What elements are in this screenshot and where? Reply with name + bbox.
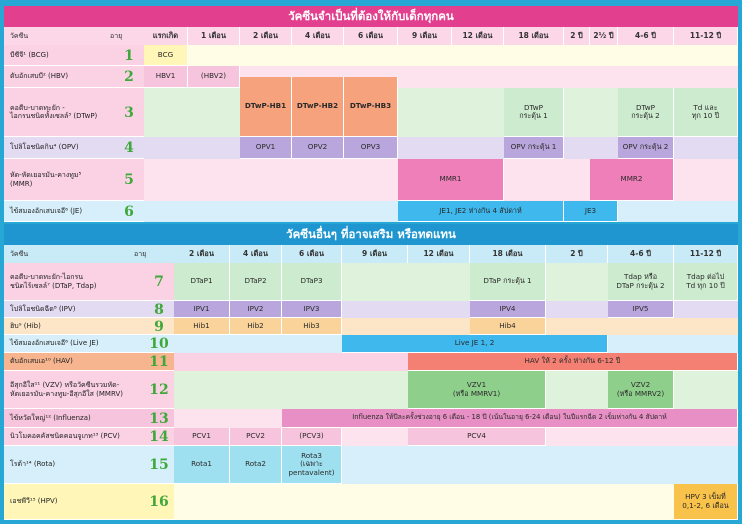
dose-cell: DTwP-HB3 xyxy=(344,77,398,137)
dose-cell: IPV2 xyxy=(230,301,282,318)
vaccine-row-live-je xyxy=(4,335,738,353)
dose-cell: VZV2 (หรือ MMRV2) xyxy=(608,371,674,409)
age-col: 18 เดือน xyxy=(470,245,546,263)
age-col: 18 เดือน xyxy=(504,27,564,45)
section-essential-vaccines xyxy=(4,6,738,222)
vaccine-label: ไข้สมองอักเสบเจอี⁶ (JE) xyxy=(4,201,144,222)
vaccine-label: ไข้หวัดใหญ่¹² (Influenza) xyxy=(4,409,174,428)
age-header-row xyxy=(4,27,738,45)
vaccine-label: คอตีบ-บาดทะยัก - ไอกรนชนิดทั้งเซลล์³ (DTwP) xyxy=(4,88,144,137)
age-col: 6 เดือน xyxy=(282,245,342,263)
vaccine-label: ฮิบ⁹ (Hib) xyxy=(4,318,174,335)
dose-cell: Rota1 xyxy=(174,446,230,484)
dose-cell: (HBV2) xyxy=(188,66,240,88)
row-number: 5 xyxy=(124,172,134,188)
vaccine-label: หัด-หัดเยอรมัน-คางทูม⁵ (MMR) xyxy=(4,159,144,201)
row-number: 8 xyxy=(154,301,164,318)
age-col: 2 เดือน xyxy=(174,245,230,263)
dose-cell: OPV3 xyxy=(344,137,398,159)
dose-cell: HBV1 xyxy=(144,66,188,88)
dose-cell: Tdap ต่อไป Td ทุก 10 ปี xyxy=(674,263,738,301)
age-col: 1 เดือน xyxy=(188,27,240,45)
vaccine-row-dtap xyxy=(4,263,738,301)
age-col: 4-6 ปี xyxy=(618,27,674,45)
corner-age-label: อายุ xyxy=(134,249,147,258)
corner-age-label: อายุ xyxy=(110,31,123,40)
dose-cell: VZV1 (หรือ MMRV1) xyxy=(408,371,546,409)
vaccine-label: ไข้สมองอักเสบเจอี⁶ (Live JE) xyxy=(4,335,174,353)
row-number: 14 xyxy=(149,429,169,445)
age-col: 2 เดือน xyxy=(240,27,292,45)
age-col: 12 เดือน xyxy=(408,245,470,263)
dose-cell: BCG xyxy=(144,45,188,66)
vaccine-label: โปลิโอชนิดกิน⁴ (OPV) xyxy=(4,137,144,159)
vaccine-label: คอตีบ-บาดทะยัก-ไอกรน ชนิดไร้เซลล์⁷ (DTaP, Tdap) xyxy=(4,263,174,301)
row-number: 9 xyxy=(154,318,164,335)
age-col: 2 ปี xyxy=(564,27,590,45)
dose-cell: Tdap หรือ DTaP กระตุ้น 2 xyxy=(608,263,674,301)
vaccine-row-pcv xyxy=(4,428,738,446)
vaccine-row-hav xyxy=(4,353,738,371)
age-col: 6 เดือน xyxy=(344,27,398,45)
section-optional-vaccines xyxy=(4,224,738,520)
vaccine-label: โปลิโอชนิดฉีด⁸ (IPV) xyxy=(4,301,174,318)
vaccine-row-influenza xyxy=(4,409,738,428)
dose-cell: IPV3 xyxy=(282,301,342,318)
vaccine-row-mmr xyxy=(4,159,738,201)
vaccine-label: บีซีจี¹ (BCG) xyxy=(4,45,144,66)
row-number: 1 xyxy=(124,47,134,64)
dose-cell: (PCV3) xyxy=(282,428,342,446)
age-col: แรกเกิด xyxy=(144,27,188,45)
dose-cell: IPV1 xyxy=(174,301,230,318)
dose-cell: IPV4 xyxy=(470,301,546,318)
row-number: 15 xyxy=(149,457,169,473)
vaccine-label: โรต้า¹⁴ (Rota) xyxy=(4,446,174,484)
dose-cell: DTaP1 xyxy=(174,263,230,301)
age-col: 12 เดือน xyxy=(452,27,504,45)
dose-cell: DTwP-HB2 xyxy=(292,77,344,137)
vaccine-row-rota xyxy=(4,446,738,484)
dose-cell: JE1, JE2 ห่างกัน 4 สัปดาห์ xyxy=(398,201,564,222)
age-header-row xyxy=(4,245,738,263)
dose-cell: PCV4 xyxy=(408,428,546,446)
row-number: 13 xyxy=(149,410,169,427)
age-col: 11-12 ปี xyxy=(674,245,738,263)
vaccine-row-hpv xyxy=(4,484,738,520)
dose-cell: MMR1 xyxy=(398,159,504,201)
dose-cell: HPV 3 เข็มที่ 0,1-2, 6 เดือน xyxy=(674,484,738,520)
dose-cell: HAV ให้ 2 ครั้ง ห่างกัน 6-12 ปี xyxy=(408,353,738,371)
dose-cell: JE3 xyxy=(564,201,618,222)
vaccine-label: ตับอักเสบเอ¹⁰ (HAV) xyxy=(4,353,174,371)
corner-vaccine-label: วัคซีน xyxy=(10,31,29,40)
dose-cell: MMR2 xyxy=(590,159,674,201)
dose-cell: Hib4 xyxy=(470,318,546,335)
row-number: 4 xyxy=(124,140,134,156)
dose-cell: Influenza ให้ปีละครั้งช่วงอายุ 6 เดือน - 18 ปี (เน้นในอายุ 6-24 เดือน) ในปีแรกฉีด 2 เข็มห่างกัน 4 สัปดาห์ xyxy=(282,409,738,428)
corner-vaccine-label: วัคซีน xyxy=(10,249,29,258)
dose-cell: PCV2 xyxy=(230,428,282,446)
vaccine-row-bcg xyxy=(4,45,738,66)
dose-cell: OPV2 xyxy=(292,137,344,159)
vaccine-row-vzv xyxy=(4,371,738,409)
section-title: วัคซีนอื่นๆ ที่อาจเสริม หรือทดแทน xyxy=(4,224,738,245)
vaccine-row-dtwp xyxy=(4,88,738,137)
dose-cell: OPV กระตุ้น 2 xyxy=(618,137,674,159)
age-col: 11-12 ปี xyxy=(674,27,738,45)
dose-cell: PCV1 xyxy=(174,428,230,446)
dose-cell: Hib1 xyxy=(174,318,230,335)
dose-cell: DTwP-HB1 xyxy=(240,77,292,137)
vaccine-row-je xyxy=(4,201,738,222)
age-col: 2 ปี xyxy=(546,245,608,263)
section-title: วัคซีนจำเป็นที่ต้องให้กับเด็กทุกคน xyxy=(4,6,738,27)
age-col: 4 เดือน xyxy=(292,27,344,45)
dose-cell: DTwP กระตุ้น 1 xyxy=(504,88,564,137)
dose-cell: Rota3 (เฉพาะ pentavalent) xyxy=(282,446,342,484)
row-number: 7 xyxy=(154,274,164,290)
vaccine-label: นิวโมคอคคัสชนิดคอนจูเกท¹³ (PCV) xyxy=(4,428,174,446)
dose-cell: Td และ ทุก 10 ปี xyxy=(674,88,738,137)
age-col: 4-6 ปี xyxy=(608,245,674,263)
age-col: 9 เดือน xyxy=(398,27,452,45)
vaccine-label: อีสุกอีใส¹¹ (VZV) หรือวัคซีนรวมหัด- หัดเยอรมัน-คางทูม-อีสุกอีใส (MMRV) xyxy=(4,371,174,409)
age-col: 2½ ปี xyxy=(590,27,618,45)
row-number: 10 xyxy=(149,336,169,352)
row-number: 11 xyxy=(149,354,169,370)
dose-cell: Rota2 xyxy=(230,446,282,484)
vaccine-row-ipv xyxy=(4,301,738,318)
dose-cell: OPV กระตุ้น 1 xyxy=(504,137,564,159)
dose-cell: Live JE 1, 2 xyxy=(342,335,608,353)
dose-cell: DTaP3 xyxy=(282,263,342,301)
dose-cell: IPV5 xyxy=(608,301,674,318)
row-number: 3 xyxy=(124,104,134,121)
dose-cell: Hib2 xyxy=(230,318,282,335)
dose-cell: DTwP กระตุ้น 2 xyxy=(618,88,674,137)
age-col: 9 เดือน xyxy=(342,245,408,263)
row-number: 12 xyxy=(149,382,169,398)
dose-cell: Hib3 xyxy=(282,318,342,335)
age-col: 4 เดือน xyxy=(230,245,282,263)
vaccine-row-hib xyxy=(4,318,738,335)
row-number: 6 xyxy=(124,203,134,220)
dose-cell: OPV1 xyxy=(240,137,292,159)
dose-cell: DTaP กระตุ้น 1 xyxy=(470,263,546,301)
vaccine-label: เอชพีวี¹⁵ (HPV) xyxy=(4,484,174,520)
vaccine-label: ตับอักเสบบี² (HBV) xyxy=(4,66,144,88)
dose-cell: DTaP2 xyxy=(230,263,282,301)
row-number: 16 xyxy=(149,494,169,510)
row-number: 2 xyxy=(124,69,134,85)
vaccine-row-opv xyxy=(4,137,738,159)
